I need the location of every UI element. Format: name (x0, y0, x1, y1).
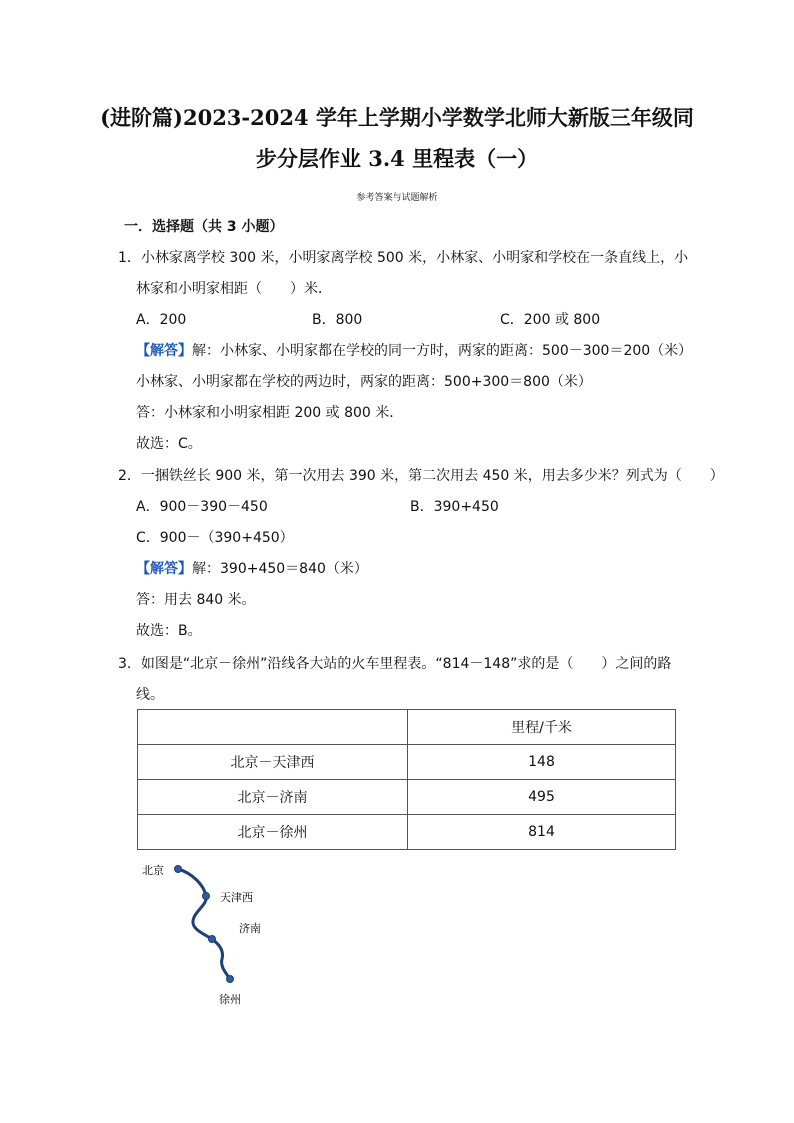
station-label-xuzhou: 徐州 (219, 993, 241, 1006)
q2-option-b: B．390+450 (410, 499, 499, 515)
table-header-cell (138, 710, 408, 745)
q1-answer-line-2: 小林家、小明家都在学校的两边时，两家的距离：500+300＝800（米） (136, 374, 592, 390)
title-line-1: (进阶篇)2023-2024 学年上学期小学数学北师大新版三年级同 (100, 105, 694, 130)
station-dot-jinan (209, 936, 216, 943)
subtitle: 参考答案与试题解析 (356, 193, 438, 203)
title-line-2: 步分层作业 3.4 里程表（一） (255, 146, 539, 171)
q1-answer-line-1 (136, 342, 692, 360)
station-dot-beijing (175, 866, 182, 873)
q1-option-a: A．200 (136, 312, 187, 328)
railway-map (130, 855, 290, 1015)
section-heading: 一．选择题（共 3 小题） (124, 219, 284, 235)
table-header-cell: 里程/千米 (408, 710, 676, 745)
distance-cell: 814 (408, 815, 676, 850)
railway-route-line (178, 869, 230, 979)
table-row (138, 745, 676, 780)
station-dot-xuzhou (227, 976, 234, 983)
q3-stem-line-2: 线。 (136, 687, 164, 703)
q1-option-c: C．200 或 800 (500, 312, 601, 328)
distance-cell: 148 (408, 745, 676, 780)
q1-stem-line-2: 林家和小明家相距（ ）米． (136, 281, 332, 297)
q1-answer-line-3: 答：小林家和小明家相距 200 或 800 米． (136, 405, 404, 421)
station-dot-tianjinxi (203, 893, 210, 900)
table-row (138, 815, 676, 850)
distance-cell: 495 (408, 780, 676, 815)
q2-choice: 故选：B。 (136, 623, 202, 639)
q2-option-a: A．900－390－450 (136, 499, 268, 515)
station-label-beijing: 北京 (142, 864, 164, 877)
q3-stem-line-1: 3．如图是“北京－徐州”沿线各大站的火车里程表。“814－148”求的是（ ）之间的路 (118, 656, 672, 672)
station-label-jinan: 济南 (239, 922, 261, 935)
route-cell: 北京－徐州 (138, 815, 408, 850)
mileage-table (137, 709, 676, 850)
route-cell: 北京－济南 (138, 780, 408, 815)
table-header-row (138, 710, 676, 745)
q2-answer-line-1 (136, 560, 368, 578)
station-label-tianjinxi: 天津西 (220, 891, 253, 904)
table-row (138, 780, 676, 815)
route-cell: 北京－天津西 (138, 745, 408, 780)
q2-answer-text-1: 解：390+450＝840（米） (192, 561, 368, 577)
q1-answer-tag: 【解答】 (136, 343, 192, 359)
q2-option-c: C．900－（390+450） (136, 530, 294, 546)
q1-choice: 故选：C。 (136, 436, 202, 452)
q1-option-b: B．800 (312, 312, 363, 328)
q2-answer-tag: 【解答】 (136, 561, 192, 577)
q1-stem-line-1: 1．小林家离学校 300 米，小明家离学校 500 米，小林家、小明家和学校在一条直线上，小 (118, 250, 689, 266)
q2-answer-line-2: 答：用去 840 米。 (136, 592, 256, 608)
q2-stem: 2．一捆铁丝长 900 米，第一次用去 390 米，第二次用去 450 米，用去多少米？列式为（ ） (118, 468, 724, 484)
q1-answer-text-1: 解：小林家、小明家都在学校的同一方时，两家的距离：500－300＝200（米） (192, 343, 693, 359)
